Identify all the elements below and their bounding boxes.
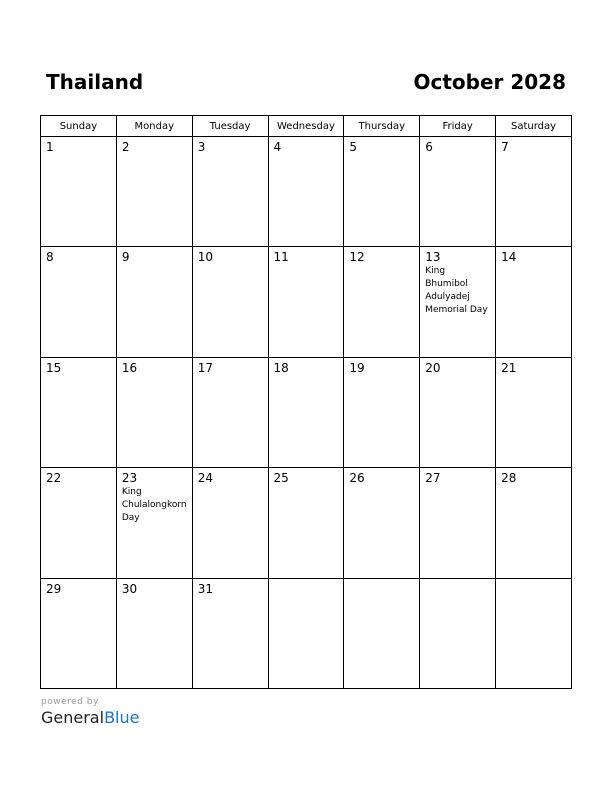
weekday-sunday: Sunday (41, 116, 117, 137)
day-cell (116, 357, 192, 467)
day-cell (268, 468, 344, 578)
weekday-monday: Monday (116, 116, 192, 137)
day-cell (41, 357, 117, 467)
day-number: 26 (349, 471, 365, 486)
footer-branding (41, 697, 139, 727)
powered-by-text: powered by (41, 697, 99, 707)
day-cell (344, 468, 420, 578)
day-number: 20 (425, 360, 441, 375)
brand-blue: Blue (104, 708, 140, 727)
day-number: 21 (501, 360, 517, 375)
day-cell (268, 247, 344, 357)
day-cell (268, 578, 344, 688)
day-cell (496, 578, 572, 688)
day-number: 27 (425, 471, 441, 486)
day-number: 19 (349, 360, 365, 375)
weekday-thursday: Thursday (344, 116, 420, 137)
day-cell (420, 247, 496, 357)
weekday-header-row (41, 116, 572, 137)
day-cell (192, 357, 268, 467)
day-number: 1 (46, 140, 54, 154)
day-number: 23 (121, 471, 138, 486)
weekday-saturday: Saturday (496, 116, 572, 137)
week-row (41, 468, 572, 578)
day-number: 10 (197, 250, 213, 265)
brand-general: General (41, 708, 105, 727)
day-cell (192, 578, 268, 688)
day-cell (344, 137, 420, 247)
day-number: 2 (121, 140, 130, 154)
day-cell (116, 137, 192, 247)
day-cell (420, 137, 496, 247)
day-cell (496, 247, 572, 357)
day-number: 15 (46, 360, 62, 375)
day-number: 14 (501, 250, 517, 265)
day-cell (41, 578, 117, 688)
day-cell (420, 578, 496, 688)
day-number: 8 (46, 250, 54, 265)
day-cell (268, 357, 344, 467)
day-number: 28 (501, 471, 517, 486)
day-number: 29 (46, 581, 62, 596)
weekday-wednesday: Wednesday (268, 116, 344, 137)
day-cell (192, 137, 268, 247)
day-number: 11 (273, 250, 289, 265)
day-number: 18 (273, 360, 289, 375)
week-row (41, 578, 572, 688)
weekday-friday: Friday (420, 116, 496, 137)
day-number: 4 (273, 140, 282, 154)
week-row (41, 247, 572, 357)
day-number: 24 (197, 471, 213, 486)
day-cell (192, 247, 268, 357)
day-cell (420, 357, 496, 467)
day-cell (496, 357, 572, 467)
day-number: 12 (349, 250, 365, 265)
weekday-tuesday: Tuesday (192, 116, 268, 137)
holiday-label: King Chulalongkorn Day (121, 487, 187, 524)
day-cell (41, 247, 117, 357)
day-number: 13 (425, 250, 441, 265)
day-number: 5 (349, 140, 358, 154)
calendar-grid (40, 115, 572, 689)
day-number: 7 (501, 140, 509, 154)
day-cell (116, 578, 192, 688)
week-row (41, 137, 572, 247)
day-cell (496, 468, 572, 578)
day-number: 22 (46, 471, 62, 486)
day-cell (116, 247, 192, 357)
day-cell (41, 468, 117, 578)
day-number: 9 (121, 250, 130, 265)
day-number: 17 (197, 360, 213, 375)
day-number: 31 (197, 581, 213, 596)
day-number: 3 (197, 140, 206, 154)
day-cell (344, 357, 420, 467)
day-cell (192, 468, 268, 578)
month-year-title: October 2028 (413, 70, 566, 94)
day-cell (41, 137, 117, 247)
day-cell (344, 247, 420, 357)
day-cell (116, 468, 192, 578)
day-number: 25 (273, 471, 289, 486)
holiday-label: King Bhumibol Adulyadej Memorial Day (425, 266, 488, 316)
day-number: 6 (425, 140, 433, 154)
day-cell (268, 137, 344, 247)
country-title: Thailand (46, 70, 144, 94)
day-cell (420, 468, 496, 578)
day-number: 16 (121, 360, 138, 375)
day-cell (344, 578, 420, 688)
brand-logo (41, 708, 139, 727)
day-cell (496, 137, 572, 247)
day-number: 30 (121, 581, 138, 596)
week-row (41, 357, 572, 467)
